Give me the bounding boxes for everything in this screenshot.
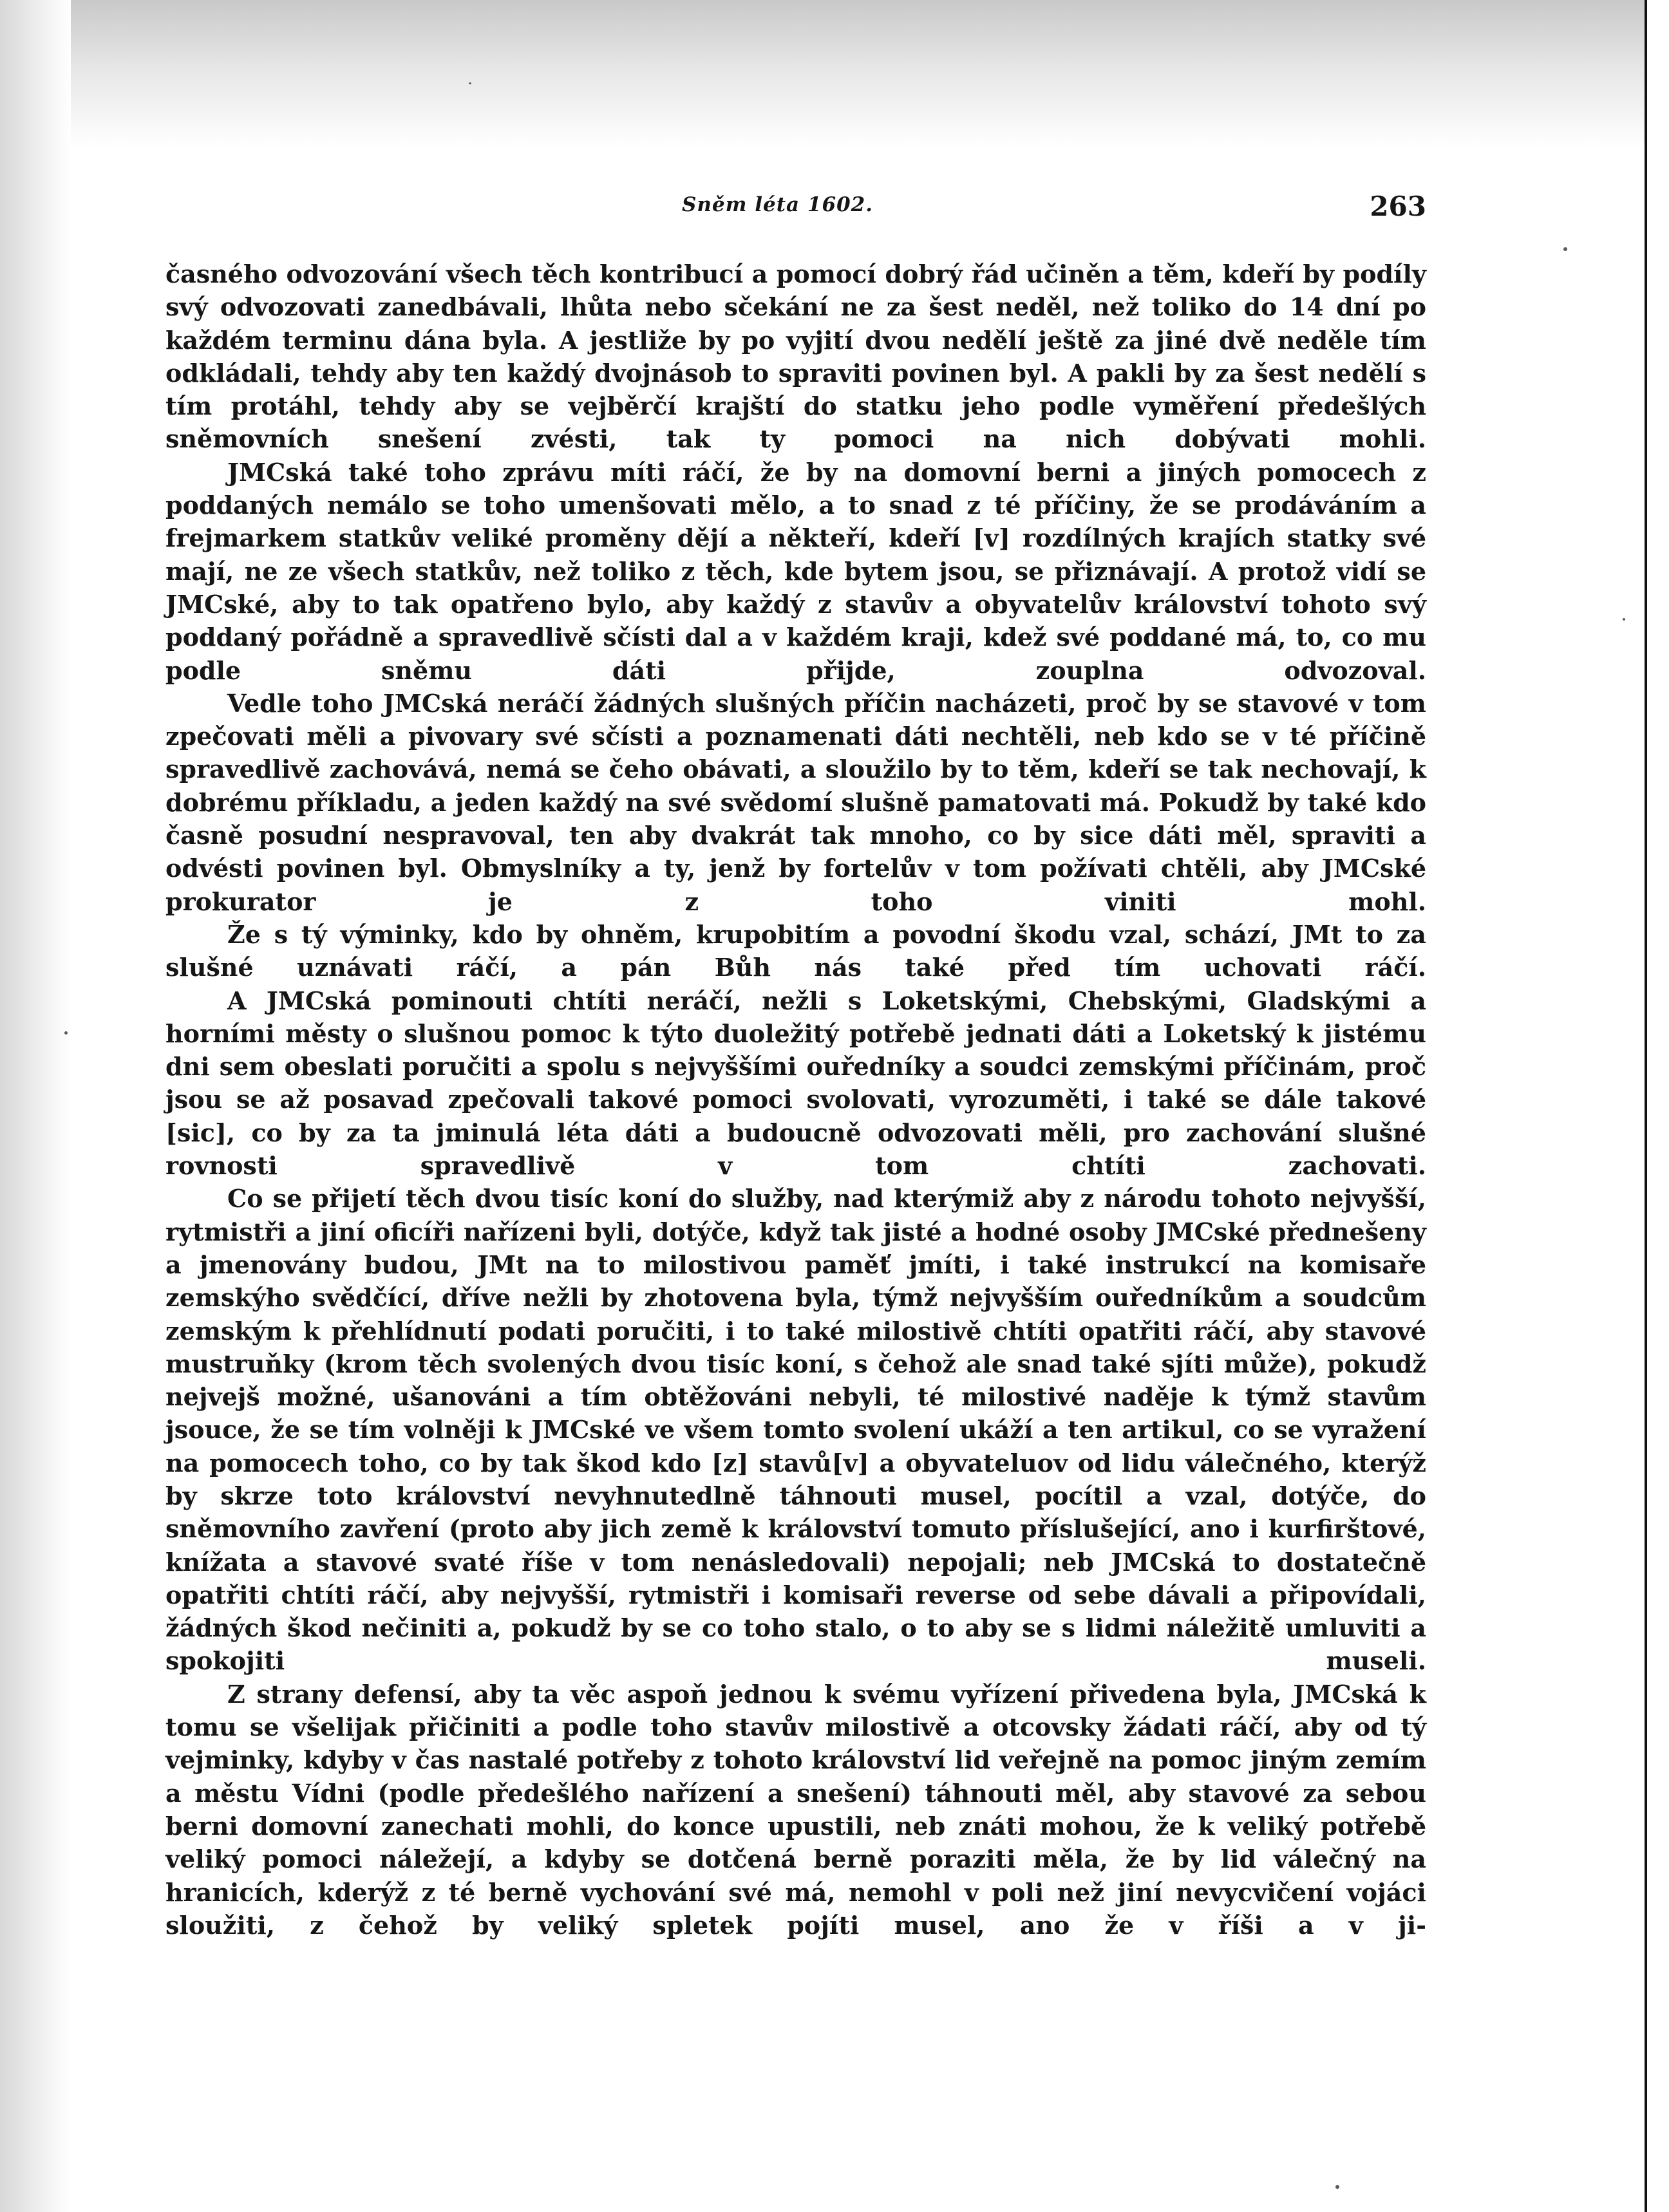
scan-speck — [1335, 2185, 1339, 2189]
scan-shadow-left — [0, 0, 71, 2212]
paragraph: A JMCská pominouti chtíti neráčí, nežli s Loketskými, Chebskými, Gladskými a horními městy o slušnou pomoc k týto duoležitý potřebě jednati dáti a Loketský k jistému dni sem obeslati poručiti a spolu s nejvyššími ouředníky a soudci zemskými příčinám, proč jsou se až posavad zpečovali takové pomoci svolovati, vyrozuměti, i také se dále takové [sic], co by za ta jminulá léta dáti a budoucně odvozovati měli, pro zachování slušné rovnosti spravedlivě v tom chtíti zachovati. — [165, 986, 1426, 1181]
paragraph: časného odvozování všech těch kontribucí a pomocí dobrý řád učiněn a těm, kdeří by podíly svý odvozovati zanedbávali, lhůta nebo sčekání ne za šest neděl, než toliko do 14 dní po každém terminu dána byla. A jestliže by po vyjití dvou nedělí ještě za jiné dvě neděle tím odkládali, tehdy aby ten každý dvojnásob to spraviti povinen byl. A pakli by za šest nedělí s tím protáhl, tehdy aby se vejběrčí krajští do statku jeho podle vyměření předešlých sněmovních snešení zvésti, tak ty pomoci na nich dobývati mohli. — [165, 259, 1426, 454]
scan-speck — [469, 82, 471, 84]
page-number: 263 — [1370, 191, 1426, 222]
paragraph: Z strany defensí, aby ta věc aspoň jednou k svému vyřízení přivedena byla, JMCská k tomu se všelijak přičiniti a podle toho stavův milostivě a otcovsky žádati ráčí, aby od tý vejminky, kdyby v čas nastalé potřeby z tohoto království lid veřejně na pomoc jiným zemím a městu Vídni (podle předešlého nařízení a snešení) táhnouti měl, aby stavové za sebou berni domovní zanechati mohli, do konce upustili, neb znáti mohou, že k veliký potřebě veliký pomoci náležejí, a kdyby se dotčená berně poraziti měla, že by lid válečný na hranicích, kderýž z té berně vychování své má, nemohl v poli než jiní nevycvičení vojáci sloužiti, z čehož by veliký spletek pojíti musel, ano že v říši a v ji- — [165, 1679, 1426, 1940]
paragraph: JMCská také toho zprávu míti ráčí, že by na domovní berni a jiných pomocech z poddaných nemálo se toho umenšovati mělo, a to snad z té příčiny, že se prodáváním a frejmarkem statkův veliké proměny dějí a někteří, kdeří [v] rozdílných krajích statky své mají, ne ze všech statkův, než toliko z těch, kde bytem jsou, se přiznávají. A protož vidí se JMCské, aby to tak opatřeno bylo, aby každý z stavův a obyvatelův království tohoto svý poddaný pořádně a spravedlivě sčísti dal a v každém kraji, kdež své poddané má, to, co mu podle sněmu dáti přijde, zouplna odvozoval. — [165, 457, 1426, 685]
running-head: Sněm léta 1602. — [681, 193, 873, 216]
page-header — [129, 191, 1426, 229]
paragraph: Co se přijetí těch dvou tisíc koní do služby, nad kterýmiž aby z národu tohoto nejvyšší, rytmistři a jiní oficíři nařízeni byli, dotýče, když tak jisté a hodné osoby JMCské přednešeny a jmenovány budou, JMt na to milostivou paměť jmíti, i také instrukcí na komisaře zemskýho svědčící, dříve nežli by zhotovena byla, týmž nejvyšším ouředníkům a soudcům zemským k přehlídnutí podati poručiti, i to také milostivě chtíti opatřiti ráčí, aby stavové mustruňky (krom těch svolených dvou tisíc koní, s čehož ale snad také sjíti může), pokudž nejvejš možné, ušanováni a tím obtěžováni nebyli, té milostivé naděje k týmž stavům jsouce, že se tím volněji k JMCské ve všem tomto svolení ukáží a ten artikul, co se vyražení na pomocech toho, co by tak škod kdo [z] stavů[v] a obyvateluov od lidu válečného, kterýž by skrze toto království nevyhnutedlně táhnouti musel, pocítil a vzal, dotýče, do sněmovního zavření (proto aby jich země k království tomuto příslušející, ano i kurfirštové, knížata a stavové svaté říše v tom nenásledovali) nepojali; neb JMCská to dostatečně opatřiti chtíti ráčí, aby nejvyšší, rytmistři i komisaři reverse od sebe dávali a připovídali, žádných škod nečiniti a, pokudž by se co toho stalo, o to aby se s lidmi náležitě umluviti a spokojiti museli. — [165, 1184, 1426, 1676]
page-edge-margin — [1647, 0, 1669, 2212]
scan-speck — [1563, 247, 1567, 251]
scan-speck — [1623, 618, 1625, 621]
paragraph: Vedle toho JMCská neráčí žádných slušných příčin nacházeti, proč by se stavové v tom zpečovati měli a pivovary své sčísti a poznamenati dáti nechtěli, neb kdo se v té příčině spravedlivě zachovává, nemá se čeho obávati, a sloužilo by to těm, kdeří se tak nechovají, k dobrému příkladu, a jeden každý na své svědomí slušně pamatovati má. Pokudž by také kdo časně posudní nespravoval, ten aby dvakrát tak mnoho, co by sice dáti měl, spraviti a odvésti povinen byl. Obmyslníky a ty, jenž by fortelův v tom požívati chtěli, aby JMCské prokurator je z toho viniti mohl. — [165, 688, 1426, 916]
paragraph: Že s tý výminky, kdo by ohněm, krupobitím a povodní škodu vzal, schází, JMt to za slušné uznávati ráčí, a pán Bůh nás také před tím uchovati ráčí. — [165, 919, 1426, 982]
scan-speck — [64, 1031, 68, 1035]
page-body — [165, 258, 1426, 1942]
scan-shadow-top — [0, 0, 1669, 148]
